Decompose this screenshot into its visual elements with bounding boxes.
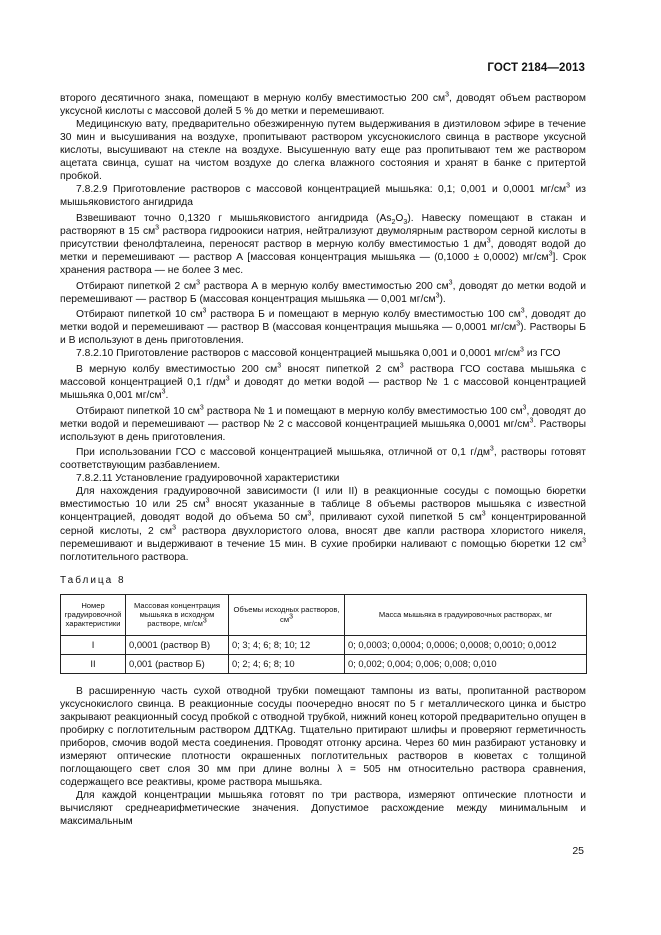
- paragraph: Для нахождения градуировочной зависимости (I или II) в реакционные сосуды с помощью бюретки вместимостью 10 или 25 $см^3$ вносят указанные в таблице 8 объемы растворов мышьяка с известной концентрацией, доводят водой до объема 50 $см^3$, приливают сухой пипеткой 5 $см^3$ концентрированной серной кислоты, 2 $см^3$ раствора двухлористого олова, вносят две капли раствора хлористого никеля, перемешивают и выдерживают в течение 15 мин. В сухие пробирки наливают с помощью бюретки 12 $см^3$ поглотительного раствора.: [60, 486, 587, 563]
- table-cell: II: [61, 654, 126, 673]
- section-heading: 7.8.2.10 Приготовление растворов с массовой концентрацией мышьяка 0,001 и 0,0001 $мг/см^3$ из ГСО: [76, 346, 561, 360]
- table-cell: 0; 2; 4; 6; 8; 10: [229, 654, 345, 673]
- table-title: Таблица 8: [60, 574, 126, 586]
- section-heading: 7.8.2.11 Установление градуировочной характеристики: [76, 473, 340, 485]
- paragraph: Взвешивают точно 0,1320 г мышьяковистого ангидрида $(As_2O_3)$. Навеску помещают в стакан и растворяют в 15 $см^3$ раствора гидроокиси натрия, нейтрализуют двумолярным раствором серной кислоты в присутствии фенолфталеина, переносят раствор в мерную колбу вместимостью 1 $дм^3$, доводят водой до метки и перемешивают — раствор А [массовая концентрация мышьяка — (0,1000 ± 0,0002) $мг/см^3$]. Срок хранения раствора — не более 3 мес.: [60, 212, 586, 277]
- paragraph: Отбирают пипеткой 10 $см^3$ раствора Б и помещают в мерную колбу вместимостью 100 $см^3$, доводят до метки водой и перемешивают — раствор В (массовая концентрация мышьяка — 0,0001 $мг/см^3$). Растворы Б и В используют в день приготовления.: [60, 307, 586, 347]
- calibration-table: [60, 594, 587, 674]
- table-cell: 0,0001 (раствор В): [126, 635, 229, 654]
- paragraph: второго десятичного знака, помещают в мерную колбу вместимостью 200 $см^3$, доводят объем раствором уксусной кислоты с массовой долей 5 % до метки и перемешивают.: [60, 91, 586, 118]
- document-header: ГОСТ 2184—2013: [487, 62, 585, 74]
- paragraph: В мерную колбу вместимостью 200 $см^3$ вносят пипеткой 2 $см^3$ раствора ГСО состава мышьяка с массовой концентрацией 0,1 $г/дм^3$ и доводят до метки водой — раствор № 1 с массовой концентрацией мышьяка 0,001 $мг/см^3$.: [60, 362, 587, 402]
- header-cell: Масса мышьяка в градуировочных растворах, мг: [345, 594, 587, 635]
- paragraph: При использовании ГСО с массовой концентрацией мышьяка, отличной от 0,1 $г/дм^3$, растворы готовят соответствующим разбавлением.: [60, 445, 586, 472]
- section-heading: 7.8.2.9 Приготовление растворов с массовой концентрацией мышьяка: 0,1; 0,001 и 0,0001 $мг/см^3$ из мышьяковистого ангидрида: [60, 182, 586, 209]
- table-row: [61, 635, 587, 654]
- table-header-row: [61, 594, 587, 635]
- table-cell: 0; 3; 4; 6; 8; 10; 12: [229, 635, 345, 654]
- header-cell: Массовая концентрация мышьяка в исходном растворе, $мг/см^3$: [126, 594, 229, 635]
- header-cell: Объемы исходных растворов, $см^3$: [229, 594, 345, 635]
- header-cell: Номер градуировочной характеристики: [61, 594, 126, 635]
- table-cell: I: [61, 635, 126, 654]
- table-cell: 0; 0,002; 0,004; 0,006; 0,008; 0,010: [345, 654, 587, 673]
- document-body: [60, 92, 586, 828]
- paragraph: Отбирают пипеткой 10 $см^3$ раствора № 1 и помещают в мерную колбу вместимостью 100 $см^3$, доводят до метки водой и перемешивают — раствор № 2 с массовой концентрацией мышьяка 0,0001 $мг/см^3$. Растворы используют в день приготовления.: [60, 404, 586, 443]
- paragraph: Для каждой концентрации мышьяка готовят по три раствора, измеряют оптические плотности и вычисляют среднеарифметические значения. Допустимое расхождение между минимальным и максимальным: [60, 790, 586, 828]
- table-cell: 0; 0,0003; 0,0004; 0,0006; 0,0008; 0,0010; 0,0012: [345, 635, 587, 654]
- table-row: [61, 654, 587, 673]
- table-cell: 0,001 (раствор Б): [126, 654, 229, 673]
- paragraph: В расширенную часть сухой отводной трубки помещают тампоны из ваты, пропитанной раствором уксуснокислого свинца. В реакционные сосуды поочередно вносят по 5 г металлического цинка и быстро закрывают реакционный сосуд пробкой с отводной трубкой, нижний конец которой предварительно опущен в пробирку с поглотительным раствором ДДТКAg. Тщательно притирают шлифы и проверяют герметичность приборов, смочив водой места соединения. Проводят отгонку арсина. Через 60 мин разбирают установку и измеряют оптические плотности окрашенных поглотительных растворов в кюветах с толщиной поглощающего свет слоя 30 мм при длине волны λ = 505 нм относительно раствора сравнения, содержащего все реактивы, кроме раствора мышьяка.: [60, 685, 586, 789]
- page-number: 25: [572, 845, 584, 857]
- paragraph: Отбирают пипеткой 2 $см^3$ раствора А в мерную колбу вместимостью 200 $см^3$, доводят до метки водой и перемешивают — раствор Б (массовая концентрация мышьяка — 0,001 $мг/см^3$).: [60, 279, 586, 305]
- paragraph: Медицинскую вату, предварительно обезжиренную путем выдерживания в диэтиловом эфире в течение 30 мин и высушивания на воздухе, пропитывают раствором уксуснокислого свинца в растворе уксусной кислоты, высушивают на стекле на воздухе. Высушенную вату еще раз пропитывают тем же раствором ацетата свинца, сушат на чистом воздухе до слегка влажного состояния и хранят в банке с притертой пробкой.: [60, 119, 586, 183]
